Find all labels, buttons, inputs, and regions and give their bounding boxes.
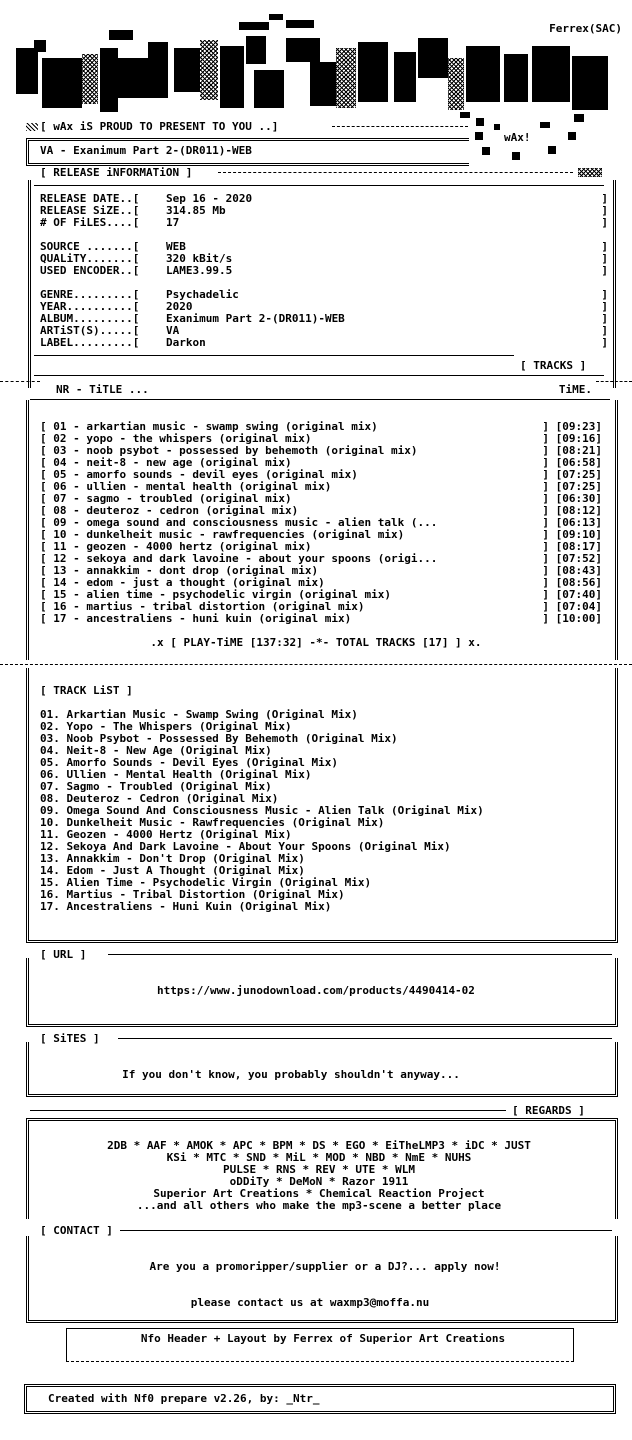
track-duration: ] [06:30] bbox=[542, 492, 602, 505]
info-close-bracket: ] bbox=[601, 312, 608, 325]
info-key: ALBUM.........[ bbox=[40, 312, 140, 325]
regards-line: 2DB * AAF * AMOK * APC * BPM * DS * EGO * EiTheLMP3 * iDC * JUST bbox=[107, 1139, 531, 1152]
track-title: [ 03 - noob psybot - possessed by behemoth (original mix) bbox=[40, 444, 418, 457]
tracklist bbox=[40, 709, 484, 913]
track-row bbox=[40, 613, 602, 625]
group-tag: wAx! bbox=[504, 131, 531, 144]
info-field bbox=[40, 217, 179, 229]
track-title: [ 01 - arkartian music - swamp swing (original mix) bbox=[40, 420, 378, 433]
track-duration: ] [08:17] bbox=[542, 540, 602, 553]
tracklist-item: 01. Arkartian Music - Swamp Swing (Original Mix) bbox=[40, 708, 358, 721]
url-link[interactable]: https://www.junodownload.com/products/4490414-02 bbox=[157, 984, 475, 997]
proud-text: [ wAx iS PROUD TO PRESENT TO YOU ..] bbox=[40, 120, 279, 133]
release-info-row bbox=[40, 217, 608, 229]
info-value: 320 kBit/s bbox=[166, 252, 233, 265]
info-value: WEB bbox=[166, 240, 186, 253]
track-title: [ 14 - edom - just a thought (original mix) bbox=[40, 576, 325, 589]
tracklist-item: 05. Amorfo Sounds - Devil Eyes (Original Mix) bbox=[40, 756, 339, 769]
proud-line bbox=[26, 121, 278, 133]
info-key: RELEASE SiZE..[ bbox=[40, 204, 140, 217]
track-duration: ] [08:43] bbox=[542, 564, 602, 577]
track-duration: ] [08:56] bbox=[542, 576, 602, 589]
track-title: [ 05 - amorfo sounds - devil eyes (original mix) bbox=[40, 468, 358, 481]
release-info-row bbox=[40, 337, 608, 349]
info-value: 314.85 Mb bbox=[166, 204, 226, 217]
regards-line: PULSE * RNS * REV * UTE * WLM bbox=[222, 1163, 416, 1176]
track-title: [ 04 - neit-8 - new age (original mix) bbox=[40, 456, 292, 469]
contact-line-2: please contact us at waxmp3@moffa.nu bbox=[190, 1296, 430, 1309]
info-key: YEAR..........[ bbox=[40, 300, 140, 313]
track-duration: ] [07:52] bbox=[542, 552, 602, 565]
info-field bbox=[40, 265, 232, 277]
tracklist-item: 13. Annakkim - Don't Drop (Original Mix) bbox=[40, 852, 305, 865]
track-title: [ 17 - ancestraliens - huni kuin (original mix) bbox=[40, 612, 352, 625]
group-logo bbox=[14, 18, 614, 128]
track-title: [ 07 - sagmo - troubled (original mix) bbox=[40, 492, 292, 505]
track-duration: ] [07:25] bbox=[542, 468, 602, 481]
regards-title: [ REGARDS ] bbox=[512, 1104, 585, 1117]
info-value: Psychadelic bbox=[166, 288, 239, 301]
regards-list bbox=[28, 1140, 610, 1212]
info-key: GENRE.........[ bbox=[40, 288, 140, 301]
info-key: QUALiTY.......[ bbox=[40, 252, 140, 265]
track-title: [ 11 - geozen - 4000 hertz (original mix) bbox=[40, 540, 312, 553]
info-key: ARTiST(S).....[ bbox=[40, 324, 140, 337]
track-duration: ] [06:58] bbox=[542, 456, 602, 469]
tracklist-item: 10. Dunkelheit Music - Rawfrequencies (Original Mix) bbox=[40, 816, 385, 829]
release-name: VA - Exanimum Part 2-(DR011)-WEB bbox=[40, 144, 252, 157]
info-key: SOURCE .......[ bbox=[40, 240, 140, 253]
tracklist-item: 08. Deuteroz - Cedron (Original Mix) bbox=[40, 792, 279, 805]
info-close-bracket: ] bbox=[601, 192, 608, 205]
info-close-bracket: ] bbox=[601, 288, 608, 301]
track-title: [ 09 - omega sound and consciousness music - alien talk (... bbox=[40, 516, 438, 529]
regards-line: ...and all others who make the mp3-scene a better place bbox=[136, 1199, 502, 1212]
url-title: [ URL ] bbox=[40, 948, 87, 961]
created-with: Created with Nf0 prepare v2.26, by: _Ntr_ bbox=[48, 1392, 320, 1405]
info-close-bracket: ] bbox=[601, 324, 608, 337]
track-duration: ] [07:40] bbox=[542, 588, 602, 601]
tracklist-item: 11. Geozen - 4000 Hertz (Original Mix) bbox=[40, 828, 292, 841]
layout-credit: Nfo Header + Layout by Ferrex of Superior Art Creations bbox=[140, 1332, 506, 1345]
track-title: [ 15 - alien time - psychodelic virgin (original mix) bbox=[40, 588, 391, 601]
info-key: USED ENCODER..[ bbox=[40, 264, 140, 277]
tracklist-item: 09. Omega Sound And Consciousness Music - Alien Talk (Original Mix) bbox=[40, 804, 484, 817]
info-value: Exanimum Part 2-(DR011)-WEB bbox=[166, 312, 345, 325]
tracklist-item: 16. Martius - Tribal Distortion (Original Mix) bbox=[40, 888, 345, 901]
tracks-table bbox=[40, 421, 602, 625]
tracks-header-time: TiME. bbox=[558, 383, 592, 396]
tracklist-item: 06. Ullien - Mental Health (Original Mix) bbox=[40, 768, 312, 781]
tracklist-title: [ TRACK LiST ] bbox=[40, 684, 133, 697]
tracklist-item: 12. Sekoya And Dark Lavoine - About Your Spoons (Original Mix) bbox=[40, 840, 451, 853]
info-close-bracket: ] bbox=[601, 252, 608, 265]
track-duration: ] [07:04] bbox=[542, 600, 602, 613]
regards-line: oDDiTy * DeMoN * Razor 1911 bbox=[229, 1175, 409, 1188]
info-key: LABEL.........[ bbox=[40, 336, 140, 349]
tracks-header-title: NR - TiTLE ... bbox=[56, 383, 149, 396]
track-duration: ] [06:13] bbox=[542, 516, 602, 529]
release-info-list bbox=[40, 193, 608, 349]
track-title: [ 16 - martius - tribal distortion (original mix) bbox=[40, 600, 365, 613]
tracklist-item: 03. Noob Psybot - Possessed By Behemoth (Original Mix) bbox=[40, 732, 398, 745]
contact-line-1: Are you a promoripper/supplier or a DJ?... apply now! bbox=[149, 1260, 501, 1273]
tracklist-item: 14. Edom - Just A Thought (Original Mix) bbox=[40, 864, 305, 877]
info-value: Darkon bbox=[166, 336, 206, 349]
track-duration: ] [10:00] bbox=[542, 612, 602, 625]
info-close-bracket: ] bbox=[601, 300, 608, 313]
sites-title: [ SiTES ] bbox=[40, 1032, 100, 1045]
release-info-title: [ RELEASE iNFORMATiON ] bbox=[40, 166, 193, 179]
info-key: # OF FiLES....[ bbox=[40, 216, 140, 229]
info-close-bracket: ] bbox=[601, 216, 608, 229]
playtime-summary: .x [ PLAY-TiME [137:32] -*- TOTAL TRACKS [17] ] x. bbox=[150, 636, 482, 649]
tracklist-item: 17. Ancestraliens - Huni Kuin (Original Mix) bbox=[40, 900, 332, 913]
info-value: 17 bbox=[166, 216, 180, 229]
tracklist-item: 07. Sagmo - Troubled (Original Mix) bbox=[40, 780, 272, 793]
track-duration: ] [08:12] bbox=[542, 504, 602, 517]
info-value: Sep 16 - 2020 bbox=[166, 192, 253, 205]
track-title: [ 13 - annakkim - dont drop (original mix) bbox=[40, 564, 319, 577]
track-duration: ] [09:23] bbox=[542, 420, 602, 433]
track-duration: ] [09:10] bbox=[542, 528, 602, 541]
info-close-bracket: ] bbox=[601, 240, 608, 253]
info-field bbox=[40, 337, 206, 349]
info-key: RELEASE DATE..[ bbox=[40, 192, 140, 205]
regards-line: Superior Art Creations * Chemical Reaction Project bbox=[153, 1187, 485, 1200]
track-title: [ 10 - dunkelheit music - rawfrequencies (original mix) bbox=[40, 528, 405, 541]
track-duration: ] [07:25] bbox=[542, 480, 602, 493]
tracklist-item: 15. Alien Time - Psychodelic Virgin (Original Mix) bbox=[40, 876, 372, 889]
tracks-title: [ TRACKS ] bbox=[520, 359, 587, 372]
regards-line: KSi * MTC * SND * MiL * MOD * NBD * NmE * NUHS bbox=[166, 1151, 472, 1164]
header-credit: Ferrex(SAC) bbox=[549, 22, 622, 35]
info-close-bracket: ] bbox=[601, 264, 608, 277]
info-value: LAME3.99.5 bbox=[166, 264, 233, 277]
track-title: [ 12 - sekoya and dark lavoine - about your spoons (origi... bbox=[40, 552, 438, 565]
tracklist-item: 04. Neit-8 - New Age (Original Mix) bbox=[40, 744, 272, 757]
track-duration: ] [08:21] bbox=[542, 444, 602, 457]
contact-title: [ CONTACT ] bbox=[40, 1224, 113, 1237]
tracklist-item: 02. Yopo - The Whispers (Original Mix) bbox=[40, 720, 292, 733]
track-duration: ] [09:16] bbox=[542, 432, 602, 445]
info-value: VA bbox=[166, 324, 180, 337]
info-value: 2020 bbox=[166, 300, 193, 313]
info-close-bracket: ] bbox=[601, 336, 608, 349]
info-close-bracket: ] bbox=[601, 204, 608, 217]
track-title: [ 08 - deuteroz - cedron (original mix) bbox=[40, 504, 299, 517]
contact-box bbox=[26, 1236, 618, 1323]
track-title: [ 02 - yopo - the whispers (original mix) bbox=[40, 432, 312, 445]
track-title: [ 06 - ullien - mental health (original mix) bbox=[40, 480, 332, 493]
release-info-row bbox=[40, 265, 608, 277]
sites-text: If you don't know, you probably shouldn't anyway... bbox=[122, 1068, 460, 1081]
